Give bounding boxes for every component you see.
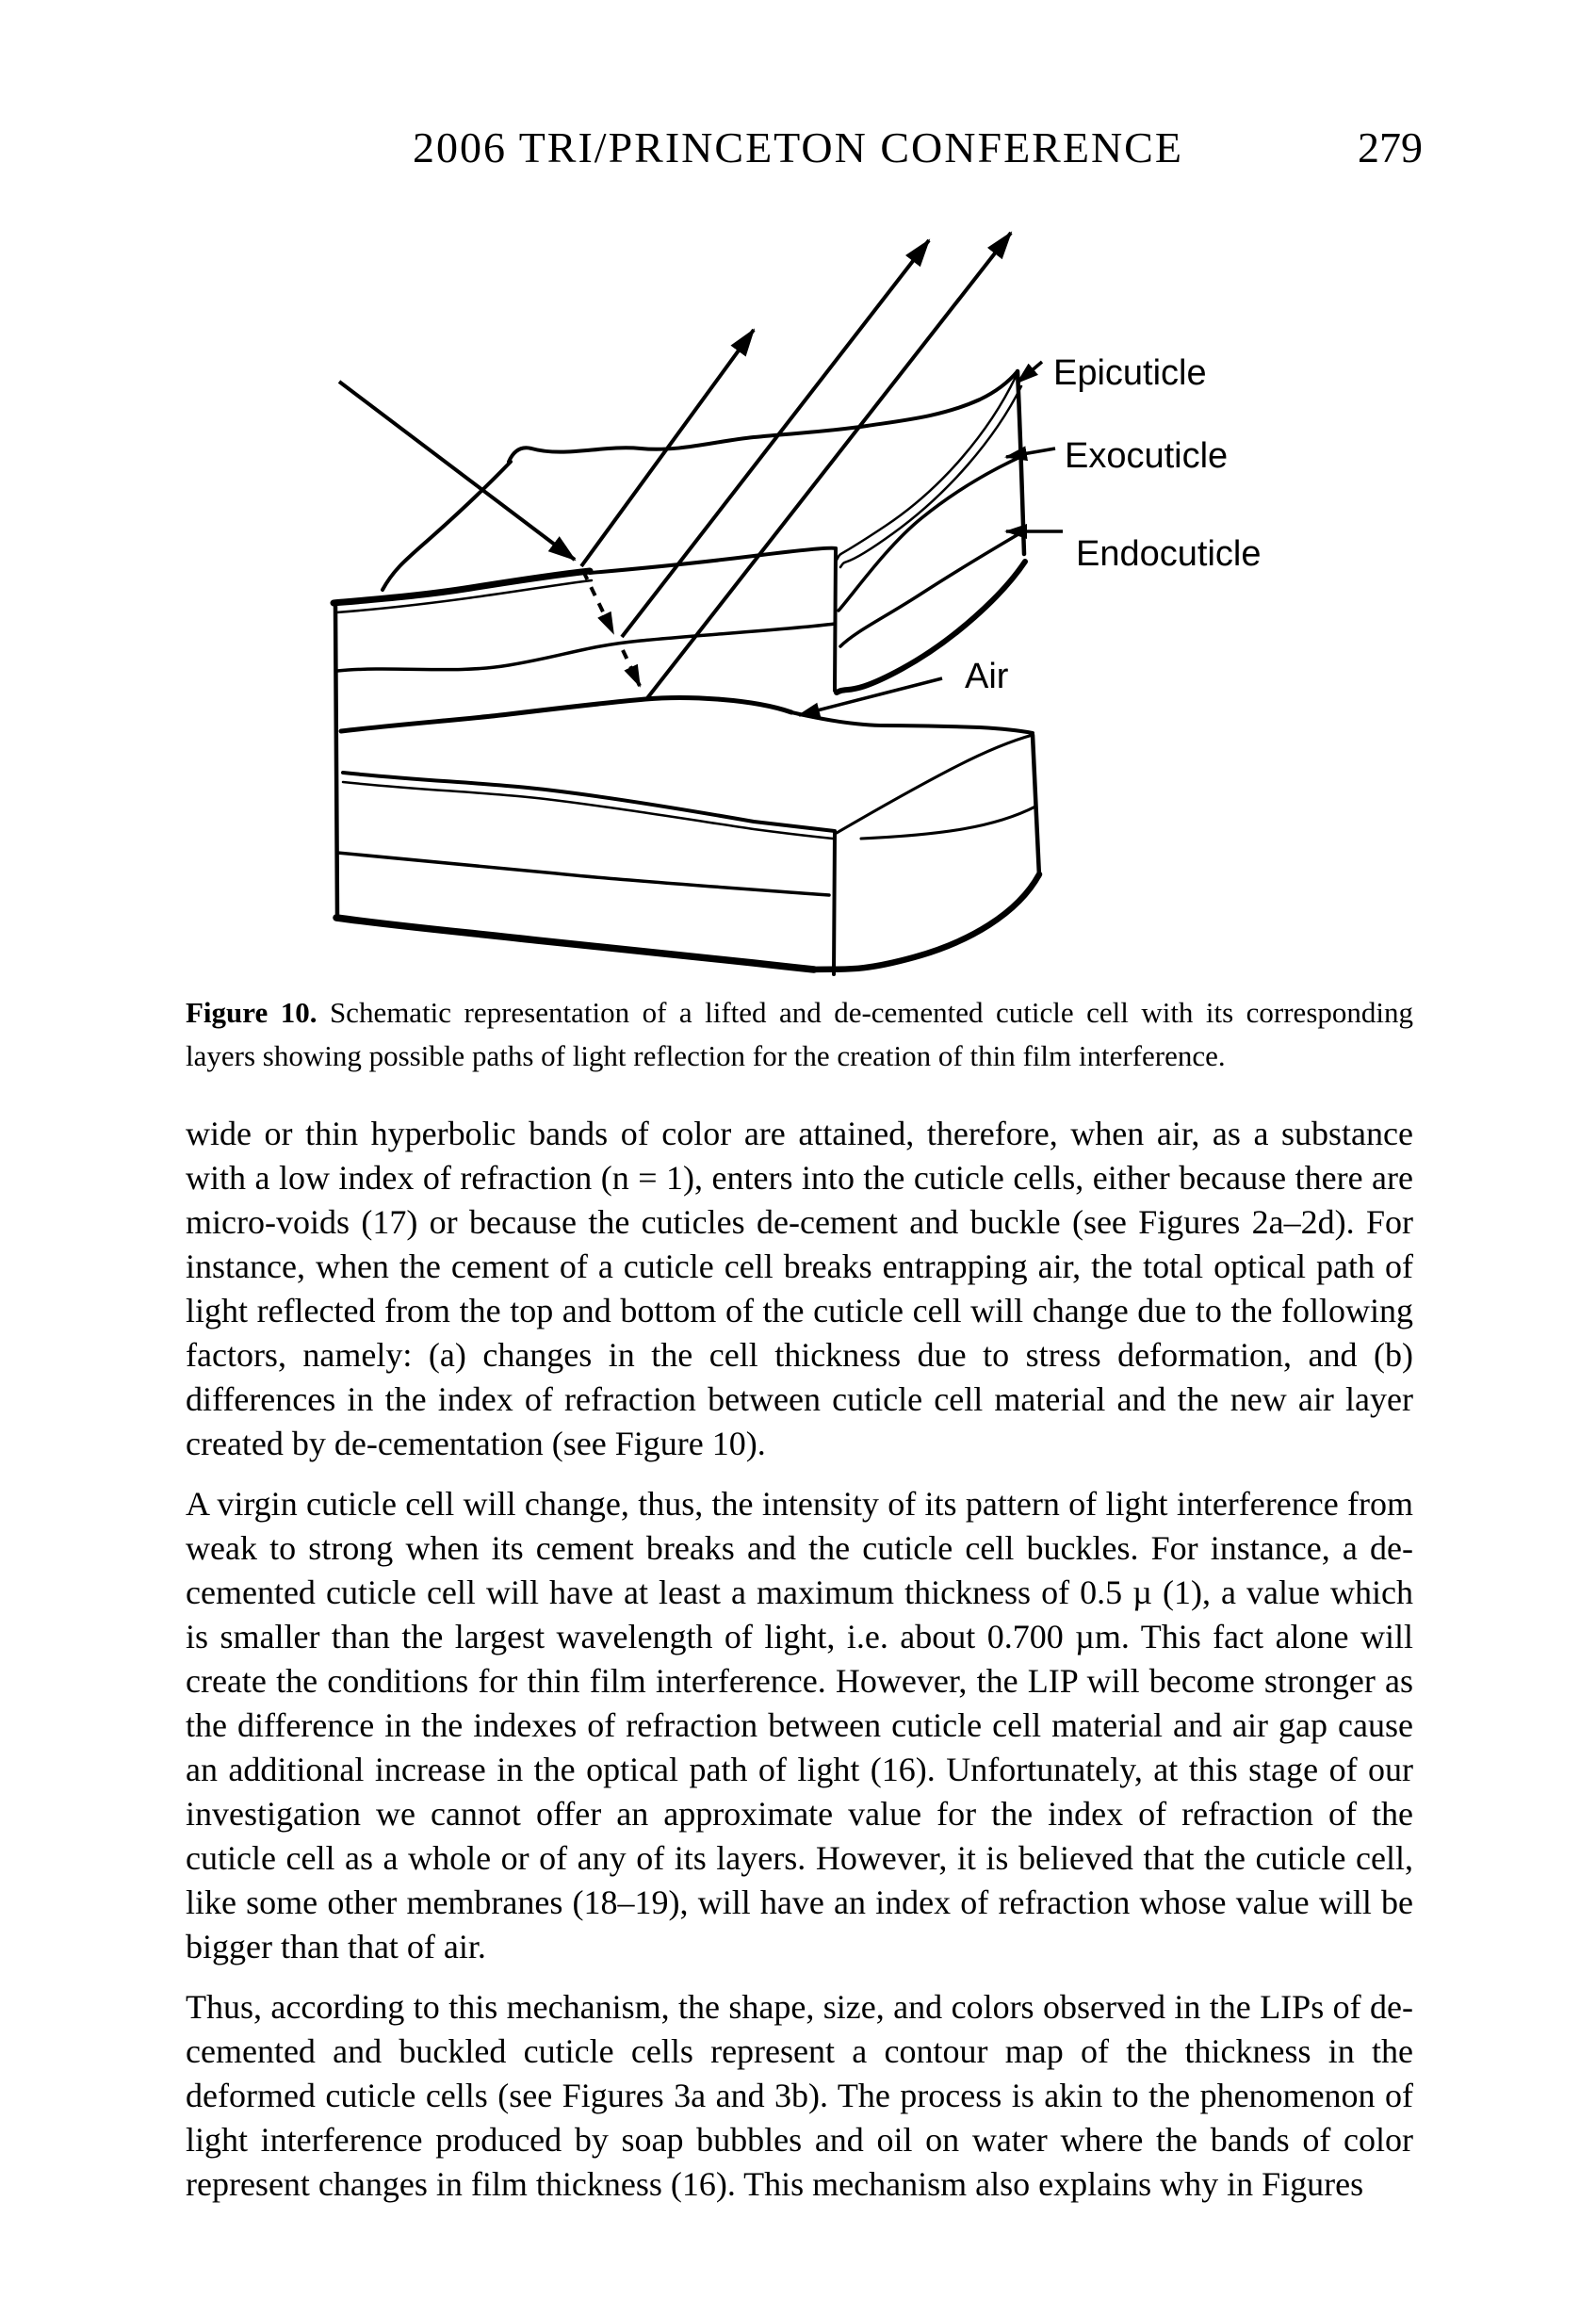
air-label: Air bbox=[965, 657, 1009, 696]
upper-top-back-edge bbox=[509, 371, 1018, 462]
page-number: 279 bbox=[1358, 123, 1423, 171]
flap-edge-to-crease bbox=[590, 548, 836, 573]
epicuticle-leader-arrow bbox=[1018, 362, 1042, 383]
cuticle-cell-diagram bbox=[188, 215, 1319, 997]
upper-front-crease bbox=[835, 548, 836, 691]
lower-bottom-right-edge bbox=[814, 874, 1039, 970]
figure-caption-label: Figure 10. bbox=[186, 996, 318, 1029]
upper-underside-edge bbox=[341, 698, 791, 731]
lower-top-back-edge bbox=[791, 712, 1033, 733]
epicuticle-label: Epicuticle bbox=[1053, 353, 1207, 393]
figure-10 bbox=[188, 215, 1319, 997]
paragraph-1: wide or thin hyperbolic bands of color are attained, therefore, when air, as a substance with a low index of refraction (n = 1), enters into the cuticle cells, either because there are micro-voids (17) or because the cuticles de-cement and buckle (see Figures 2a–2d). For instance, when the cement of a cuticle cell breaks entrapping air, the total optical path of light reflected from the top and bottom of the cuticle cell will change due to the following factors, namely: (a) changes in the cell thickness due to stress deformation, and (b) differences in the index of refraction between cuticle cell material and the new air layer created by de-cementation (see Figure 10). bbox=[186, 1115, 1413, 1462]
exocuticle-leader-arrow bbox=[1006, 448, 1055, 457]
lower-top-front-edge-2 bbox=[343, 782, 833, 839]
figure-caption bbox=[186, 991, 1413, 1078]
lower-right-face-layer-line bbox=[861, 807, 1035, 839]
light-rays bbox=[339, 233, 1011, 698]
upper-face-layer-line bbox=[337, 624, 835, 671]
exocuticle-label: Exocuticle bbox=[1065, 436, 1229, 476]
upper-right-edge bbox=[1018, 371, 1024, 554]
lower-bottom-edge bbox=[336, 918, 814, 970]
lower-top-front-edge bbox=[343, 773, 835, 831]
paragraph-2: A virgin cuticle cell will change, thus, the intensity of its pattern of light interference from weak to strong when its cement breaks and the cuticle cell buckles. For instance, a de-cemented cuticle cell will have at least a maximum thickness of 0.5 µ (1), a value which is smaller than the largest wavelength of light, i.e. about 0.700 µm. This fact alone will create the conditions for thin film interference. However, the LIP will become stronger as the difference in the indexes of refraction between cuticle cell material and air gap cause an additional increase in the optical path of light (16). Unfortunately, at this stage of our investigation we cannot offer an approximate value for the index of refraction of the cuticle cell as a whole or of any of its layers. However, it is believed that the cuticle cell, like some other membranes (18–19), will have an index of refraction whose value will be bigger than that of air. bbox=[186, 1485, 1413, 1965]
incident-ray-arrow bbox=[339, 382, 575, 560]
lower-face-layer-line bbox=[337, 853, 829, 895]
figure-labels bbox=[965, 353, 1261, 696]
figure-caption-text: Schematic representation of a lifted and de-cemented cuticle cell with its corresponding layers showing possible paths of light reflection for the creation of thin film interference. bbox=[186, 996, 1413, 1072]
lower-cuticle-cell bbox=[336, 712, 1039, 974]
paragraph-3: Thus, according to this mechanism, the shape, size, and colors observed in the LIPs of de-cemented and buckled cuticle cells represent a contour map of the thickness in the deformed cuticle cells (see Figures 3a and 3b). The process is akin to the phenomenon of light interference produced by soap bubbles and oil on water where the bands of color represent changes in film thickness (16). This mechanism also explains why in Figures bbox=[186, 1988, 1413, 2203]
body-text bbox=[186, 1112, 1413, 2223]
lower-front-crease bbox=[834, 833, 835, 974]
left-edge bbox=[335, 605, 337, 917]
running-header: 2006 TRI/PRINCETON CONFERENCE bbox=[413, 123, 1183, 171]
epicuticle-layer-line bbox=[836, 377, 1016, 562]
flap-left-curve bbox=[383, 462, 511, 590]
endocuticle-label: Endocuticle bbox=[1076, 534, 1262, 574]
reflected-ray-long-arrow-1 bbox=[622, 240, 929, 637]
endocuticle-layer-line bbox=[840, 531, 1023, 646]
refracted-ray-dashed-2 bbox=[623, 650, 640, 686]
